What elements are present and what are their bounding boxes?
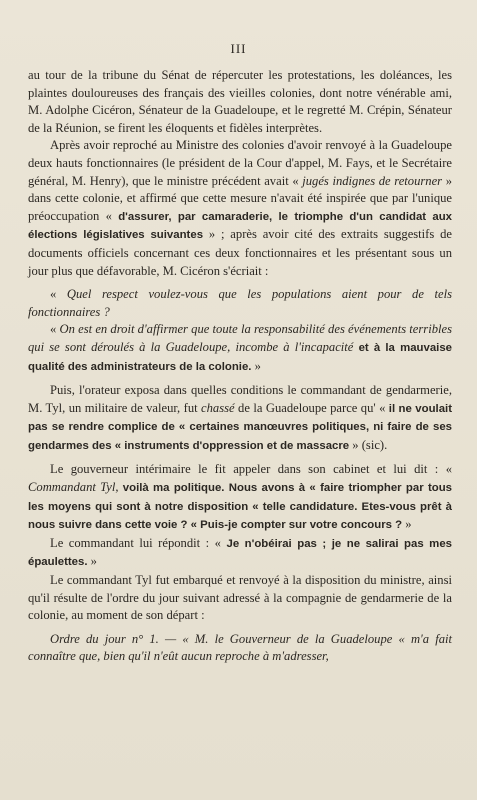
quote-respect [28,286,452,321]
italic-quote: M. le Gouverneur de la Guadeloupe « m'a fait connaître que, bien qu'il n'eût aucun reproche à m'adresser, [28,631,452,664]
emphasized-quote: il ne voulait pas se rendre complice de « certaines manœuvres politiques, ni faire de ses gendarmes des « instruments d'oppression et de massacre [28,402,452,452]
quote-responsibility [28,321,452,376]
italic-quote: jugés indignes de retourner [302,173,443,188]
text-segment: » ; après avoir cité des extraits suggestifs de documents officiels concernant ces deux fonctionnaires et les présentant sous un jour plus que défavorable, M. Cicéron s'écriait : [28,227,452,278]
quote-mark: « [50,287,57,302]
paragraph-embarked: Le commandant Tyl fut embarqué et renvoyé à la disposition du ministre, ainsi qu'il résulte de l'ordre du jour suivant adressé à la compagnie de gendarmerie de la colonie, au moment de son départ : [28,573,452,623]
italic-quote: Quel respect voulez-vous que les populations aient pour de tels fonctionnaires ? [28,287,452,319]
text-segment: » dans cette colonie, et affirmé que cette mesure n'avait été inspirée que par l'unique préoccupation « [28,173,452,223]
italic-quote: Commandant Tyl, [28,480,119,495]
text-segment: » (sic). [352,437,388,452]
paragraph-order-of-day [28,631,452,666]
emphasized-quote: voilà ma politique. Nous avons à « faire triompher par tous les moyens qui sont à notre disposition « telle candidature. Etes-vous prêt à nous suivre dans cette voie ? « Puis-je compter sur votre concours ? [28,482,452,532]
quote-mark: » [90,554,97,569]
quote-mark: » [254,358,261,373]
text-segment: de la Guadeloupe parce qu' « [238,400,386,415]
paragraph-senate: au tour de la tribune du Sénat de répercuter les protestations, les doléances, les plaintes douloureuses des français des vieilles colonies, dont notre vénérable ami, M. Adolphe Cicéron, Sénateur de la Guadeloupe, et le regretté M. Crépin, Sénateur de la Réunion, se firent les éloquents et fidèles interprètes. [28,68,452,135]
paragraph-ciceron-reproach [28,137,452,280]
page-number: III [230,41,247,56]
text-segment: Puis, l'orateur exposa dans quelles conditions le commandant de gendarmerie, M. Tyl, un militaire de valeur, fut [28,383,452,415]
text-segment: Après avoir reproché au Ministre des colonies d'avoir renvoyé à la Guadeloupe deux hauts fonctionnaires (le président de la Cour d'appel, M. Fays, et le Secrétaire général, M. Henry), que le ministre précédent avait « [28,138,452,188]
page-body [28,67,452,666]
text-segment: Le gouverneur intérimaire le fit appeler dans son cabinet et lui dit : « [50,462,452,477]
text-segment: Le commandant lui répondit : « [50,535,221,550]
italic-word: chassé [201,400,235,415]
emphasized-quote: d'assurer, par camaraderie, le triomphe d'un candidat aux élections législatives suivantes [28,210,452,242]
paragraph-reply [28,535,452,572]
quote-mark: » [405,517,412,532]
emphasized-quote: Je n'obéirai pas ; je ne salirai pas mes épaulettes. [28,537,452,569]
quote-mark: « [50,322,57,337]
italic-quote: On est en droit d'affirmer que toute la responsabilité des événements terribles qui se sont déroulés à la Guadeloupe, incombe à l'incapacité [28,322,452,354]
emphasized-quote: et à la mauvaise qualité des administrateurs de la colonie. [28,341,452,373]
italic-heading: Ordre du jour n° 1. — « [50,631,189,646]
paragraph-tyl-expelled [28,382,452,455]
paragraph-governor [28,461,452,534]
